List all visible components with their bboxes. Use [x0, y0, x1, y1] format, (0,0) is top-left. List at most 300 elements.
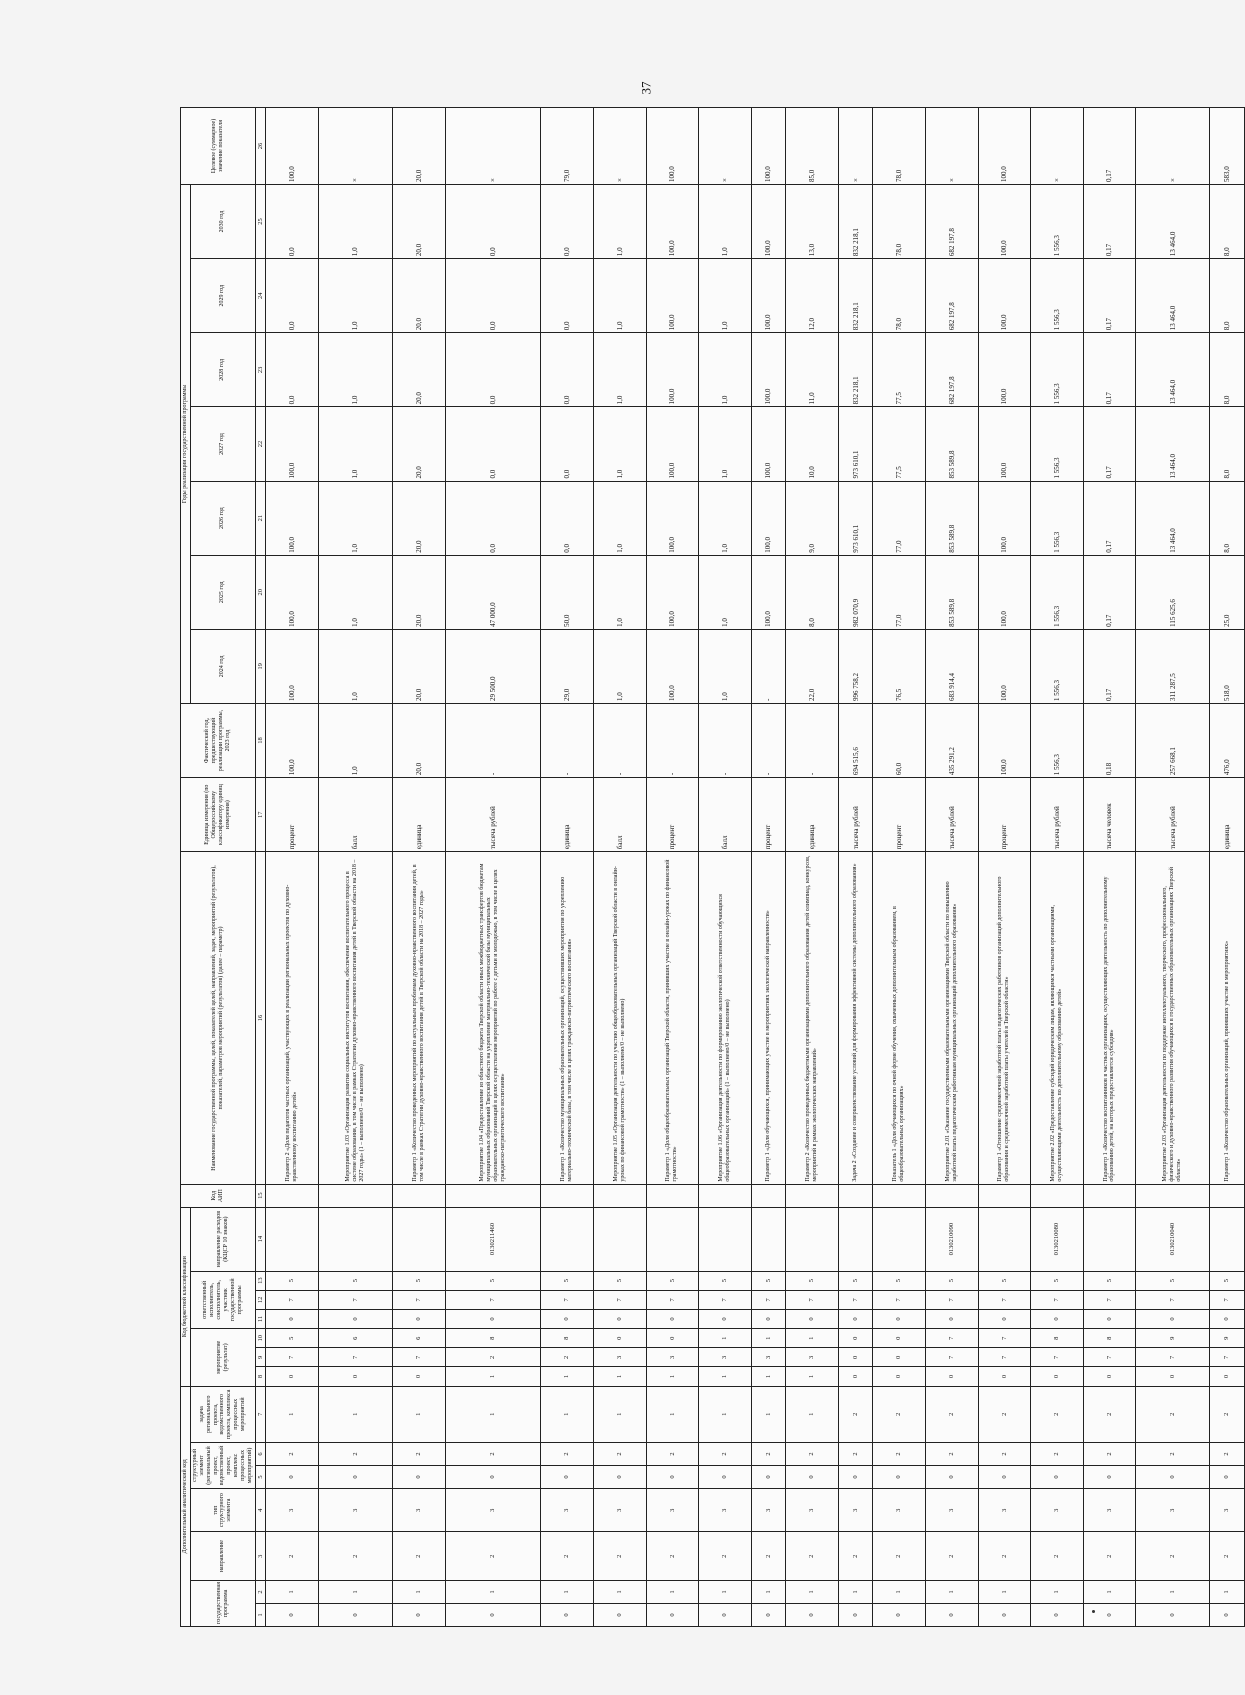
table-cell: 9 — [1210, 1329, 1245, 1348]
table-cell: 3 — [873, 1488, 926, 1531]
table-cell: 0 — [393, 1309, 446, 1328]
table-cell: 7 — [1083, 1348, 1136, 1367]
table-cell — [646, 1207, 699, 1271]
table-cell: 2 — [978, 1532, 1031, 1581]
column-number: 9 — [255, 1348, 265, 1367]
table-cell — [646, 1184, 699, 1207]
total-header: Целевое (суммарное) значение показателя — [181, 108, 256, 185]
table-cell: 1 — [838, 1581, 873, 1604]
table-cell: × — [318, 108, 392, 185]
table-cell: 0 — [541, 1465, 594, 1488]
table-row — [978, 108, 1031, 1627]
table-cell: 0 — [838, 1465, 873, 1488]
table-cell: 0 — [1083, 1309, 1136, 1328]
table-cell: 1 — [699, 1367, 752, 1386]
table-row — [593, 108, 646, 1627]
table-cell: 1 — [786, 1581, 839, 1604]
table-cell: 1 — [751, 1386, 786, 1442]
table-cell: 5 — [445, 1271, 541, 1290]
table-cell: 1 — [318, 1581, 392, 1604]
table-cell: 694 515,6 — [838, 703, 873, 777]
table-cell: 7 — [266, 1290, 319, 1309]
table-cell: 1 — [266, 1581, 319, 1604]
table-cell: 0 — [541, 1604, 594, 1627]
table-cell: тысяча рублей — [1031, 778, 1084, 852]
table-cell: 77,0 — [873, 481, 926, 555]
table-cell: 982 070,9 — [838, 555, 873, 629]
table-cell: 1,0 — [318, 184, 392, 258]
table-cell: 0 — [646, 1329, 699, 1348]
table-cell: 5 — [318, 1271, 392, 1290]
table-cell: 2 — [1210, 1532, 1245, 1581]
table-cell: 1,0 — [593, 259, 646, 333]
table-cell: 0 — [1031, 1604, 1084, 1627]
table-cell: 7 — [925, 1290, 978, 1309]
table-row — [393, 108, 446, 1627]
program-table — [180, 107, 1245, 1627]
table-cell: 7 — [266, 1348, 319, 1367]
table-cell: 60,0 — [873, 703, 926, 777]
table-cell: 20,0 — [393, 555, 446, 629]
column-number: 6 — [255, 1442, 265, 1465]
table-cell: 1 — [751, 1329, 786, 1348]
table-cell: 1 — [541, 1581, 594, 1604]
table-cell: 3 — [925, 1488, 978, 1531]
table-cell: 0 — [1210, 1367, 1245, 1386]
table-cell: 8,0 — [1210, 481, 1245, 555]
table-cell: 0,17 — [1083, 259, 1136, 333]
table-cell: 100,0 — [266, 407, 319, 481]
table-cell — [978, 1207, 1031, 1271]
table-cell — [873, 1184, 926, 1207]
table-cell: 3 — [646, 1488, 699, 1531]
table-cell: 0 — [873, 1367, 926, 1386]
table-cell: 2 — [445, 1442, 541, 1465]
column-number: 20 — [255, 555, 265, 629]
table-cell — [699, 1207, 752, 1271]
table-cell: 973 610,1 — [838, 407, 873, 481]
table-cell: 8,0 — [1210, 333, 1245, 407]
table-cell — [1031, 1184, 1084, 1207]
table-cell: 2 — [1083, 1442, 1136, 1465]
table-cell: 0130211460 — [445, 1207, 541, 1271]
table-cell: 29,0 — [541, 629, 594, 703]
table-cell: 2 — [1136, 1386, 1210, 1442]
table-cell: 100,0 — [266, 629, 319, 703]
table-cell: 3 — [786, 1488, 839, 1531]
table-cell: × — [838, 108, 873, 185]
direction-header: направление — [190, 1532, 255, 1581]
table-cell — [266, 1184, 319, 1207]
table-cell: 2 — [593, 1532, 646, 1581]
column-number: 25 — [255, 184, 265, 258]
table-cell: - — [751, 703, 786, 777]
table-cell: 0 — [1210, 1309, 1245, 1328]
table-cell: 3 — [751, 1488, 786, 1531]
table-cell: 2 — [1031, 1532, 1084, 1581]
table-cell: 20,0 — [393, 108, 446, 185]
table-cell: 2 — [1210, 1386, 1245, 1442]
table-cell: 20,0 — [393, 629, 446, 703]
table-cell: 0 — [266, 1604, 319, 1627]
table-cell: 25,0 — [1210, 555, 1245, 629]
row-name-cell: Параметр 2 «Доля педагогов частных организаций, участвующих в реализации региональных проектов по духовно-нравственному воспитанию детей» — [266, 852, 319, 1184]
table-cell: 8,0 — [1210, 407, 1245, 481]
column-number: 18 — [255, 703, 265, 777]
table-cell: 8 — [1083, 1329, 1136, 1348]
table-cell: 7 — [393, 1290, 446, 1309]
table-cell: 1,0 — [593, 333, 646, 407]
table-cell: 0 — [978, 1309, 1031, 1328]
table-cell: балл — [593, 778, 646, 852]
table-cell: 3 — [1083, 1488, 1136, 1531]
column-number: 2 — [255, 1581, 265, 1604]
table-cell: 2 — [445, 1348, 541, 1367]
table-cell: 2 — [838, 1442, 873, 1465]
table-cell: × — [925, 108, 978, 185]
table-row — [445, 108, 541, 1627]
years-title-header: Годы реализации государственной программы — [181, 184, 191, 703]
table-cell: 2 — [1083, 1532, 1136, 1581]
table-cell: 1 556,3 — [1031, 333, 1084, 407]
table-cell: 3 — [393, 1488, 446, 1531]
table-cell: 0,0 — [541, 259, 594, 333]
table-cell: 0 — [1136, 1465, 1210, 1488]
table-cell: 0,17 — [1083, 555, 1136, 629]
table-cell: 1 — [445, 1581, 541, 1604]
table-cell: 0 — [873, 1348, 926, 1367]
table-cell: 1 — [699, 1329, 752, 1348]
table-cell: 5 — [1136, 1271, 1210, 1290]
table-cell: 0 — [838, 1309, 873, 1328]
table-cell: × — [1136, 108, 1210, 185]
table-cell: 7 — [873, 1290, 926, 1309]
table-cell: 3 — [318, 1488, 392, 1531]
table-cell: 0,17 — [1083, 108, 1136, 185]
table-cell: 0,0 — [445, 481, 541, 555]
table-cell: 583,0 — [1210, 108, 1245, 185]
table-cell — [1083, 1207, 1136, 1271]
row-name-cell: Мероприятие 1.04 «Предоставление из областного бюджета Тверской области иных межбюджетных трансфертов бюджетам муниципальных образований Тверской области на укрепление материально-технической базы муниципальных образовательных организаций в целях осуществления мероприятий по работе с детьми и молодежью, в том числе в целях гражданско-патриотического воспитания» — [445, 852, 541, 1184]
table-cell: 0 — [1031, 1309, 1084, 1328]
table-cell: 0 — [1083, 1465, 1136, 1488]
table-cell: 853 589,8 — [925, 481, 978, 555]
table-cell: 2 — [393, 1532, 446, 1581]
year-2027-header: 2027 год — [190, 407, 255, 481]
table-cell: 100,0 — [751, 555, 786, 629]
table-cell: 11,0 — [786, 333, 839, 407]
table-cell: 0 — [1083, 1604, 1136, 1627]
table-cell: 1 — [318, 1386, 392, 1442]
table-cell: 7 — [393, 1348, 446, 1367]
table-cell: 7 — [593, 1290, 646, 1309]
table-cell: - — [593, 703, 646, 777]
table-cell: 100,0 — [266, 108, 319, 185]
table-row — [699, 108, 752, 1627]
table-cell: 0,17 — [1083, 629, 1136, 703]
table-cell: 3 — [1210, 1488, 1245, 1531]
table-cell: 2 — [751, 1442, 786, 1465]
table-cell: 20,0 — [393, 481, 446, 555]
year-2029-header: 2029 год — [190, 259, 255, 333]
table-cell: 2 — [1031, 1442, 1084, 1465]
table-cell: 1 — [541, 1367, 594, 1386]
table-cell: 100,0 — [978, 481, 1031, 555]
table-cell: 5 — [593, 1271, 646, 1290]
table-cell: процент — [266, 778, 319, 852]
table-cell: 2 — [1136, 1532, 1210, 1581]
table-cell: 0 — [646, 1465, 699, 1488]
table-cell: 5 — [1210, 1271, 1245, 1290]
row-name-cell: Мероприятие 2.03 «Организация деятельности по поддержке интеллектуального, творческого, профессионального, физического и духовно-нравственного развития обучающихся в государственных образовательных организациях Тверской области» — [1136, 852, 1210, 1184]
table-cell: 1 — [751, 1367, 786, 1386]
table-cell: 0,17 — [1083, 333, 1136, 407]
row-name-cell: Параметр 1 «Доля обучающихся, принимающих участие в мероприятиях экологической направленности» — [751, 852, 786, 1184]
table-cell: 2 — [873, 1386, 926, 1442]
table-cell: 0 — [873, 1604, 926, 1627]
budget-code-header: Код бюджетной классификации — [181, 1207, 191, 1386]
column-number: 17 — [255, 778, 265, 852]
table-cell: 0 — [318, 1367, 392, 1386]
executor-header: ответственный исполнитель, соисполнитель, участник государственной программы — [190, 1271, 255, 1329]
table-cell: 0 — [266, 1465, 319, 1488]
table-cell: 3 — [1136, 1488, 1210, 1531]
table-cell: 7 — [978, 1348, 1031, 1367]
table-cell: 0 — [393, 1604, 446, 1627]
table-cell: 2 — [699, 1442, 752, 1465]
table-cell: 1 — [266, 1386, 319, 1442]
table-row — [646, 108, 699, 1627]
table-cell: 1,0 — [699, 555, 752, 629]
table-cell: 0,18 — [1083, 703, 1136, 777]
table-cell — [266, 1207, 319, 1271]
table-cell: 0,0 — [266, 184, 319, 258]
table-cell: 0 — [646, 1604, 699, 1627]
table-cell: 6 — [393, 1329, 446, 1348]
table-cell — [445, 1184, 541, 1207]
table-cell — [1136, 1184, 1210, 1207]
table-cell: 1 — [925, 1581, 978, 1604]
table-cell: 2 — [873, 1532, 926, 1581]
table-cell: 257 668,1 — [1136, 703, 1210, 777]
table-cell: 0 — [393, 1465, 446, 1488]
table-cell — [1210, 1207, 1245, 1271]
table-cell: 0 — [593, 1309, 646, 1328]
table-cell: 1,0 — [318, 481, 392, 555]
column-number: 19 — [255, 629, 265, 703]
table-cell: 832 218,1 — [838, 184, 873, 258]
table-cell: 1 556,3 — [1031, 259, 1084, 333]
table-cell: 7 — [1083, 1290, 1136, 1309]
table-cell: 2 — [1210, 1442, 1245, 1465]
table-cell: 7 — [1031, 1348, 1084, 1367]
table-cell: 0,0 — [541, 184, 594, 258]
table-cell: 0 — [445, 1309, 541, 1328]
table-cell: 13 464,0 — [1136, 333, 1210, 407]
header-row-1 — [181, 108, 191, 1627]
table-cell: 0 — [1031, 1465, 1084, 1488]
table-cell — [541, 1207, 594, 1271]
column-number: 10 — [255, 1329, 265, 1348]
column-number: 11 — [255, 1309, 265, 1328]
table-cell: 0 — [751, 1309, 786, 1328]
column-number: 21 — [255, 481, 265, 555]
table-cell: 20,0 — [393, 184, 446, 258]
table-cell: 5 — [751, 1271, 786, 1290]
table-cell: 0130210090 — [925, 1207, 978, 1271]
table-cell: 100,0 — [751, 407, 786, 481]
table-cell: 79,0 — [541, 108, 594, 185]
row-name-cell: Мероприятие 1.03 «Организация развития социальных институтов воспитания, обеспечение воспитательного процесса в системе образования, в том числе в рамках Стратегии духовно-нравственного воспитания детей в Тверской области на 2018 – 2027 годы» (1 – выполнено/0 – не выполнено) — [318, 852, 392, 1184]
table-cell: - — [646, 703, 699, 777]
table-cell: процент — [873, 778, 926, 852]
table-cell: 2 — [646, 1442, 699, 1465]
table-cell — [393, 1207, 446, 1271]
table-cell: 0 — [1136, 1367, 1210, 1386]
table-cell: 100,0 — [646, 333, 699, 407]
table-cell: 5 — [699, 1271, 752, 1290]
column-number: 4 — [255, 1488, 265, 1531]
table-cell: 7 — [978, 1329, 1031, 1348]
table-cell: 7 — [786, 1290, 839, 1309]
table-cell: 1 — [1031, 1581, 1084, 1604]
column-number: 5 — [255, 1465, 265, 1488]
table-cell: 2 — [978, 1386, 1031, 1442]
table-cell: 2 — [1136, 1442, 1210, 1465]
row-name-cell: Параметр 2 «Количество проведенных бюджетными организациями дополнительного образования детей олимпиад, конкурсов, мероприятий в рамках экологических направлений» — [786, 852, 839, 1184]
table-cell: 9 — [1136, 1329, 1210, 1348]
table-cell: 1,0 — [318, 703, 392, 777]
table-cell: 0 — [838, 1604, 873, 1627]
table-cell: 29 500,0 — [445, 629, 541, 703]
table-row — [873, 108, 926, 1627]
table-cell: единица — [541, 778, 594, 852]
table-cell: 7 — [699, 1290, 752, 1309]
table-cell: 0 — [786, 1309, 839, 1328]
table-cell: 1,0 — [593, 555, 646, 629]
table-cell: 1 — [873, 1581, 926, 1604]
column-number: 1 — [255, 1604, 265, 1627]
name-header: Наименование государственной программы, целей, показателей целей, направлений, задач, мероприятий (результатов), показателей, параметров мероприятий (результатов) (далее – параметр) — [181, 852, 256, 1184]
table-cell: 5 — [1083, 1271, 1136, 1290]
column-number: 7 — [255, 1386, 265, 1442]
column-number: 24 — [255, 259, 265, 333]
table-cell: тысяча рублей — [1136, 778, 1210, 852]
table-cell: 7 — [978, 1290, 1031, 1309]
table-cell: - — [541, 703, 594, 777]
table-cell: 0 — [1210, 1604, 1245, 1627]
table-cell: 0 — [978, 1465, 1031, 1488]
table-cell: 0,0 — [445, 333, 541, 407]
column-number: 23 — [255, 333, 265, 407]
table-cell: 2 — [873, 1442, 926, 1465]
table-cell: 10,0 — [786, 407, 839, 481]
row-name-cell: Мероприятие 1.06 «Организация деятельности по формированию экологической ответственности обучающихся общеобразовательных организаций» (1 – выполнено/0 – не выполнено) — [699, 852, 752, 1184]
table-cell: 0130210040 — [1136, 1207, 1210, 1271]
table-cell: 78,0 — [873, 108, 926, 185]
table-cell: 0 — [925, 1367, 978, 1386]
table-cell — [838, 1207, 873, 1271]
table-cell: 1 — [541, 1386, 594, 1442]
table-cell: × — [593, 108, 646, 185]
table-cell: 0 — [393, 1367, 446, 1386]
table-cell: 3 — [751, 1348, 786, 1367]
column-number: 8 — [255, 1367, 265, 1386]
table-row — [838, 108, 873, 1627]
table-cell: тысяча рублей — [925, 778, 978, 852]
table-cell: 8,0 — [786, 555, 839, 629]
table-cell: 1,0 — [318, 259, 392, 333]
row-name-cell: Мероприятие 1.05 «Организация деятельности по участию общеобразовательных организаций Тверской области в онлайн-уроках по финансовой грамотности» (1 – выполнено/0 – не выполнено) — [593, 852, 646, 1184]
table-cell: 0,0 — [445, 184, 541, 258]
table-row — [1083, 108, 1136, 1627]
table-cell — [318, 1184, 392, 1207]
table-cell: 115 625,6 — [1136, 555, 1210, 629]
table-cell — [978, 1184, 1031, 1207]
table-cell: 1 — [751, 1581, 786, 1604]
table-cell — [1083, 1184, 1136, 1207]
table-cell: 3 — [541, 1488, 594, 1531]
table-cell: 2 — [838, 1532, 873, 1581]
table-cell: 100,0 — [646, 481, 699, 555]
table-cell: 20,0 — [393, 407, 446, 481]
table-cell: 0 — [593, 1465, 646, 1488]
table-cell: 5 — [646, 1271, 699, 1290]
table-cell: 8 — [541, 1329, 594, 1348]
table-cell: 5 — [393, 1271, 446, 1290]
table-cell: 0,0 — [266, 333, 319, 407]
table-cell: 1 — [786, 1386, 839, 1442]
table-cell: 78,0 — [873, 184, 926, 258]
table-cell — [593, 1207, 646, 1271]
table-cell: 47 000,0 — [445, 555, 541, 629]
table-cell: 20,0 — [393, 703, 446, 777]
table-cell: 1,0 — [318, 333, 392, 407]
task-header: задача регионального проекта, ведомственного проекта, комплекса процессных мероприятий — [190, 1386, 255, 1442]
table-cell: 2 — [925, 1532, 978, 1581]
table-cell: единица — [393, 778, 446, 852]
table-cell: 3 — [646, 1348, 699, 1367]
table-row — [318, 108, 392, 1627]
table-cell — [838, 1184, 873, 1207]
table-cell: × — [1031, 108, 1084, 185]
table-cell: 20,0 — [393, 333, 446, 407]
table-cell: 8 — [1031, 1329, 1084, 1348]
table-cell: 7 — [1210, 1290, 1245, 1309]
year-2026-header: 2026 год — [190, 481, 255, 555]
table-cell: 1 556,3 — [1031, 703, 1084, 777]
table-cell: 1,0 — [593, 481, 646, 555]
table-cell — [873, 1207, 926, 1271]
table-cell — [751, 1207, 786, 1271]
table-body — [266, 108, 1245, 1627]
table-cell: 100,0 — [646, 407, 699, 481]
table-cell: 2 — [445, 1532, 541, 1581]
table-cell: 1,0 — [318, 555, 392, 629]
column-number: 13 — [255, 1271, 265, 1290]
table-cell: 100,0 — [978, 259, 1031, 333]
table-cell — [541, 1184, 594, 1207]
table-row — [1031, 108, 1084, 1627]
row-name-cell: Параметр 1 «Количество муниципальных образовательных организаций, осуществивших мероприятия по укреплению материально-технической базы, в том числе в целях гражданско-патриотического воспитания» — [541, 852, 594, 1184]
table-row — [1210, 108, 1245, 1627]
table-cell: 1 556,3 — [1031, 184, 1084, 258]
table-cell: 0 — [786, 1465, 839, 1488]
table-cell: 5 — [541, 1271, 594, 1290]
table-row — [925, 108, 978, 1627]
row-name-cell: Мероприятие 2.02 «Предоставление субсидий юридическим лицам, являющимся частными организациями, осуществляющими деятельность по дополнительному образованию детей» — [1031, 852, 1084, 1184]
scan-speck — [1092, 1610, 1095, 1613]
